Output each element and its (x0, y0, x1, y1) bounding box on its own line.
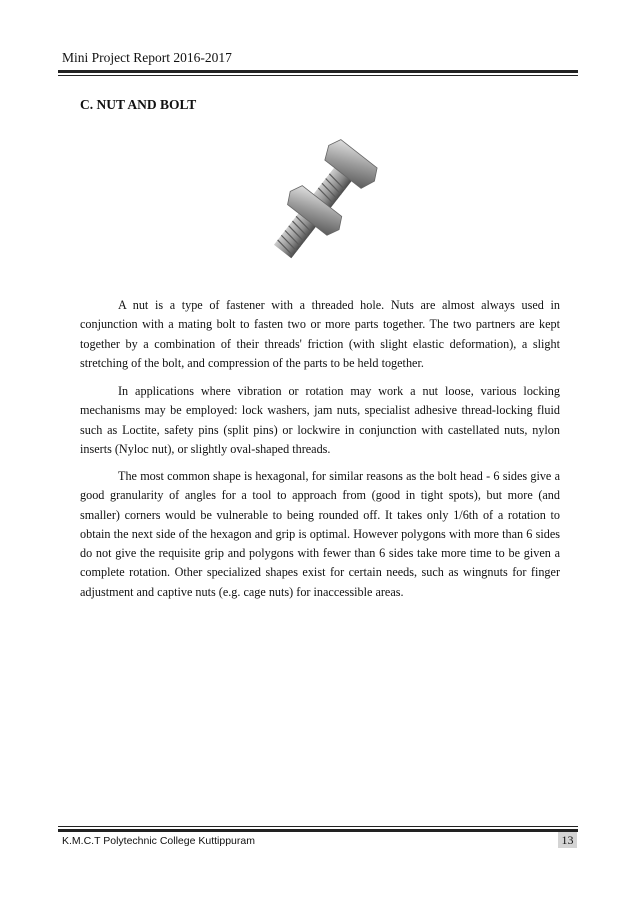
nut-and-bolt-image (250, 132, 390, 272)
header-rule-thin (58, 75, 578, 76)
footer-institution: K.M.C.T Polytechnic College Kuttippuram (62, 835, 255, 847)
header-rule-thick (58, 70, 578, 73)
section-title: C. NUT AND BOLT (80, 97, 197, 112)
page-number: 13 (558, 832, 577, 848)
header-title: Mini Project Report 2016-2017 (62, 50, 232, 65)
paragraph-definition: A nut is a type of fastener with a threaded hole. Nuts are almost always used in conjunction with a mating bolt to fasten two or more parts together. The two partners are kept together by a combination of their threads' friction (with slight elastic deformation), a slight stretching of the bolt, and compression of the parts to be held together. (80, 298, 560, 370)
paragraph-locking: In applications where vibration or rotation may work a nut loose, various locking mechanisms may be employed: lock washers, jam nuts, specialist adhesive thread-locking fluid such as Loctite, safety pins (split pins) or lockwire in conjunction with castellated nuts, nylon inserts (Nyloc nut), or slightly oval-shaped threads. (80, 384, 560, 456)
paragraph-shape: The most common shape is hexagonal, for similar reasons as the bolt head - 6 sides give a good granularity of angles for a tool to approach from (good in tight spots), but more (and smaller) corners would be vulnerable to being rounded off. It takes only 1/6th of a rotation to obtain the next side of the hexagon and grip is optimal. However polygons with more than 6 sides do not give the requisite grip and polygons with fewer than 6 sides take more time to be given a complete rotation. Other specialized shapes exist for certain needs, such as wingnuts for finger adjustment and captive nuts (e.g. cage nuts) for inaccessible areas. (80, 469, 560, 599)
footer-rule-thick (58, 829, 578, 832)
footer-rule-thin (58, 826, 578, 827)
